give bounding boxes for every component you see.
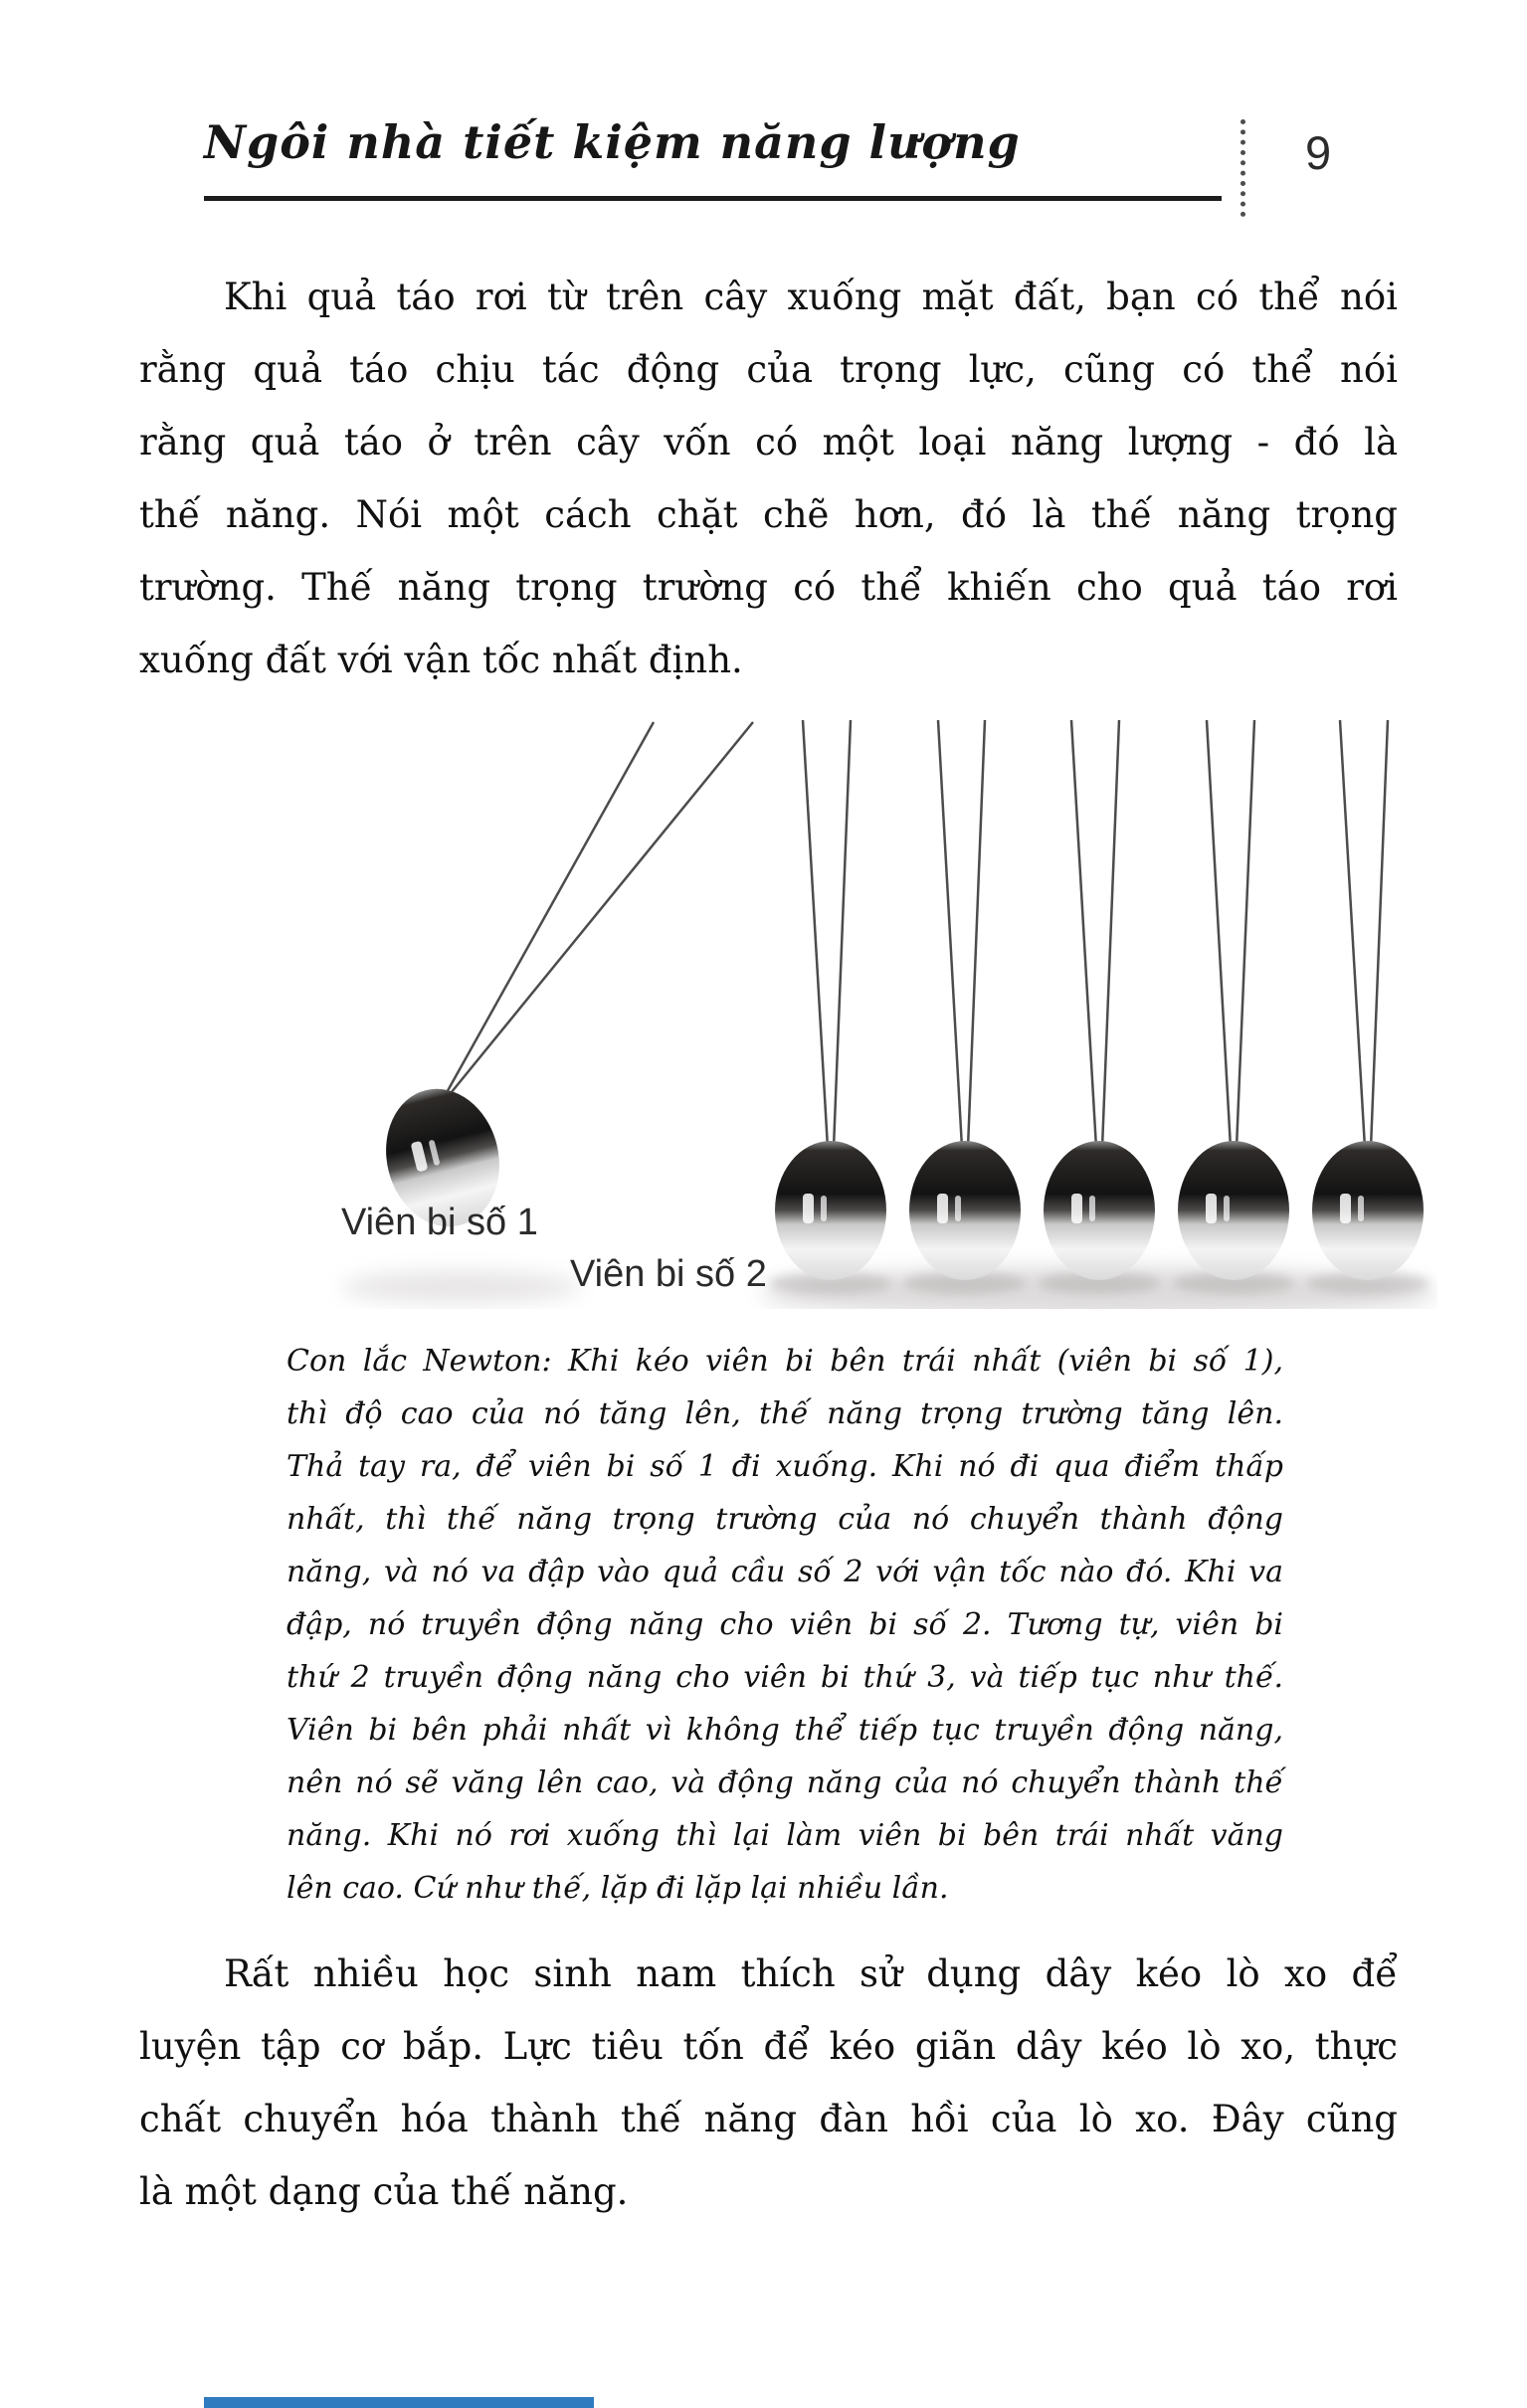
page-number: 9 bbox=[1305, 126, 1332, 179]
intro-paragraph bbox=[139, 261, 1398, 696]
paragraph-line: rằng quả táo ở trên cây vốn có một loại năng lượng - đó là bbox=[139, 421, 1398, 463]
paragraph-line: chất chuyển hóa thành thế năng đàn hồi của lò xo. Đây cũng bbox=[139, 2098, 1398, 2140]
caption-line: năng, và nó va đập vào quả cầu số 2 với vận tốc nào đó. Khi va bbox=[286, 1555, 1283, 1589]
caption-line: Thả tay ra, để viên bi số 1 đi xuống. Khi nó đi qua điểm thấp bbox=[286, 1449, 1283, 1484]
figure-label-ball-1: Viên bi số 1 bbox=[341, 1202, 538, 1243]
paragraph-line: Khi quả táo rơi từ trên cây xuống mặt đất, bạn có thể nói bbox=[224, 276, 1398, 318]
caption-line: nên nó sẽ văng lên cao, và động năng của nó chuyển thành thế bbox=[286, 1765, 1283, 1800]
paragraph-line: xuống đất với vận tốc nhất định. bbox=[139, 639, 743, 681]
closing-paragraph bbox=[139, 1938, 1398, 2228]
paragraph-line: luyện tập cơ bắp. Lực tiêu tốn để kéo giãn dây kéo lò xo, thực bbox=[139, 2025, 1398, 2068]
figure-label-ball-2: Viên bi số 2 bbox=[570, 1253, 767, 1295]
header-rule bbox=[204, 196, 1222, 201]
caption-line: Con lắc Newton: Khi kéo viên bi bên trái nhất (viên bi số 1), bbox=[286, 1344, 1283, 1379]
caption-line: nhất, thì thế năng trọng trường của nó chuyển thành động bbox=[286, 1502, 1283, 1537]
paragraph-line: rằng quả táo chịu tác động của trọng lực, cũng có thể nói bbox=[139, 348, 1398, 391]
caption-line: Viên bi bên phải nhất vì không thể tiếp tục truyền động năng, bbox=[286, 1713, 1283, 1748]
diamond-chain-divider-icon bbox=[1241, 119, 1245, 217]
caption-line: lên cao. Cứ như thế, lặp đi lặp lại nhiều lần. bbox=[286, 1871, 949, 1906]
caption-line: thì độ cao của nó tăng lên, thế năng trọng trường tăng lên. bbox=[286, 1396, 1283, 1431]
paragraph-line: Rất nhiều học sinh nam thích sử dụng dây kéo lò xo để bbox=[224, 1952, 1398, 1995]
paragraph-line: trường. Thế năng trọng trường có thể khiến cho quả táo rơi bbox=[139, 566, 1398, 609]
caption-line: năng. Khi nó rơi xuống thì lại làm viên bi bên trái nhất văng bbox=[286, 1818, 1283, 1853]
caption-line: đập, nó truyền động năng cho viên bi số 2. Tương tự, viên bi bbox=[286, 1607, 1283, 1642]
page-header-title: Ngôi nhà tiết kiệm năng lượng bbox=[204, 115, 1021, 169]
footer-accent-bar bbox=[204, 2397, 594, 2408]
paragraph-line: thế năng. Nói một cách chặt chẽ hơn, đó là thế năng trọng bbox=[139, 493, 1398, 536]
paragraph-line: là một dạng của thế năng. bbox=[139, 2170, 629, 2213]
caption-line: thứ 2 truyền động năng cho viên bi thứ 3, và tiếp tục như thế. bbox=[286, 1660, 1283, 1695]
figure-caption bbox=[286, 1335, 1283, 1915]
